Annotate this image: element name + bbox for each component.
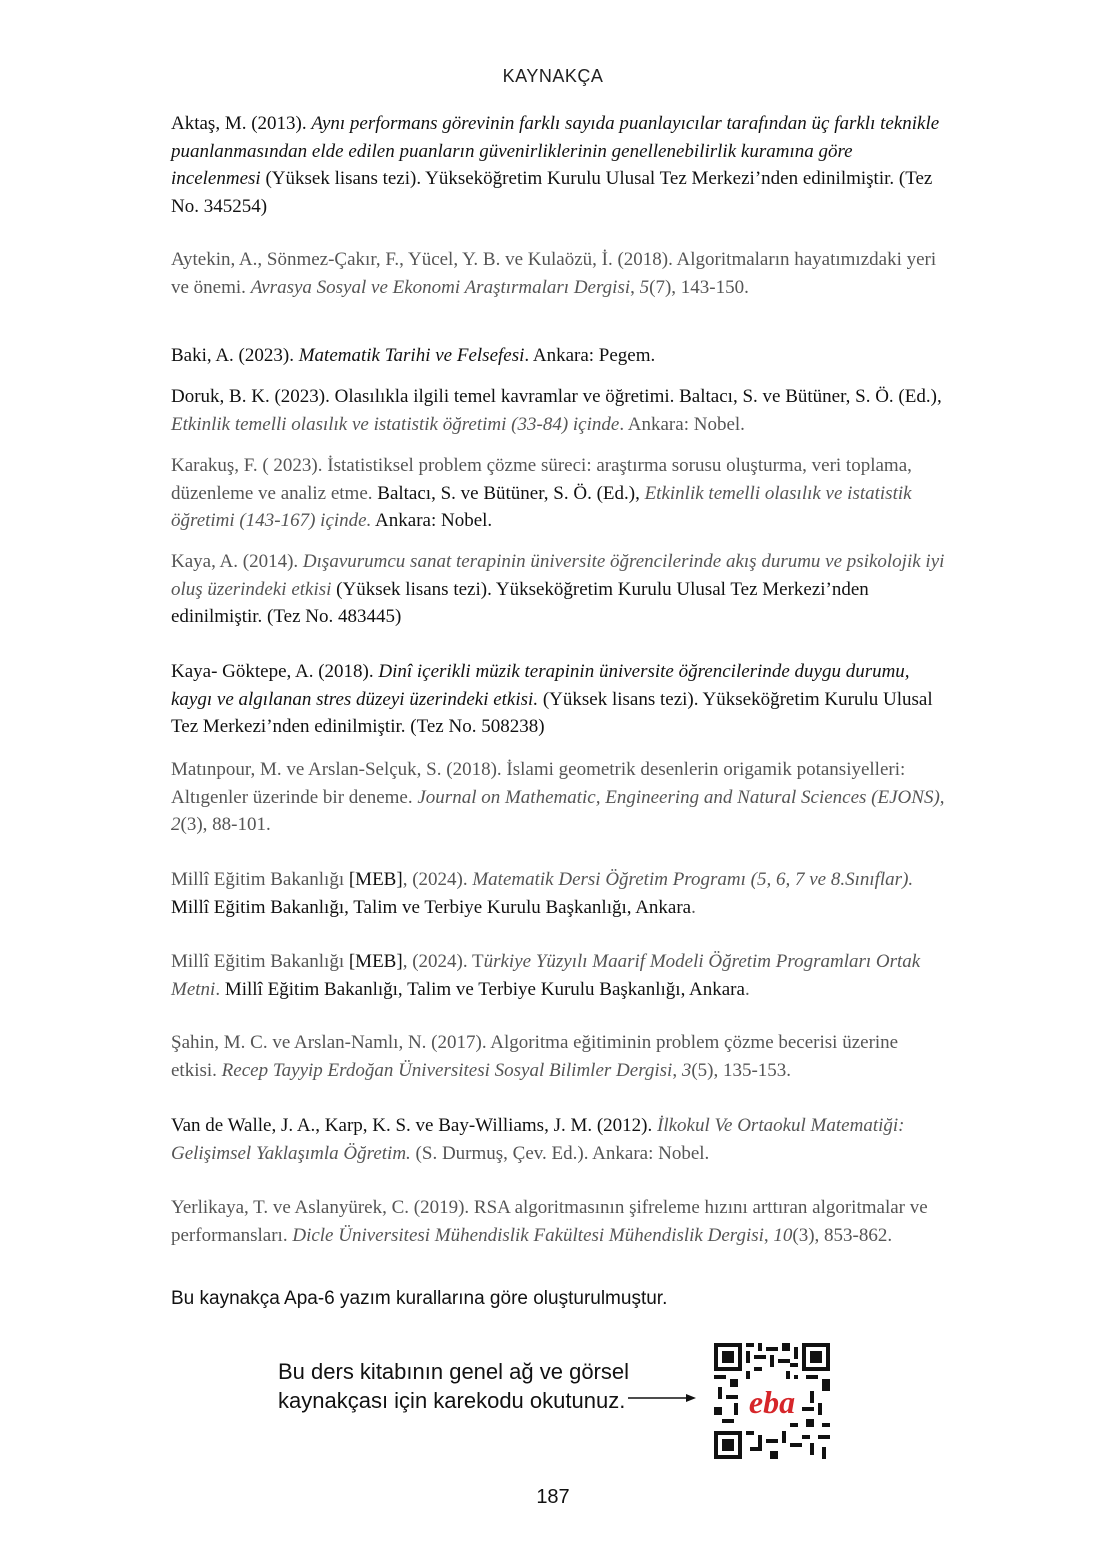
reference-entry: Aytekin, A., Sönmez-Çakır, F., Yücel, Y. B. ve Kulaözü, İ. (2018). Algoritmaların hayatımızdaki yeri ve önemi. Avrasya Sosyal ve Ekonomi Araştırmaları Dergisi, 5(7), 143-150. — [171, 249, 937, 298]
apa-note: Bu kaynakça Apa-6 yazım kurallarına göre oluşturulmuştur. — [171, 1288, 668, 1309]
reference-entry: Yerlikaya, T. ve Aslanyürek, C. (2019). RSA algoritmasının şifreleme hızını arttıran algoritmalar ve performansları. Dicle Üniversitesi Mühendislik Fakültesi Mühendislik Dergisi, 10(3), 853-862. — [171, 1197, 928, 1246]
reference-entry: Doruk, B. K. (2023). Olasılıkla ilgili temel kavramlar ve öğretimi. Baltacı, S. ve Bütüner, S. Ö. (Ed.), Etkinlik temelli olasılık ve istatistik öğretimi (33-84) içinde. Ankara: Nobel. — [171, 386, 942, 435]
page-number: 187 — [536, 1486, 570, 1508]
qr-code[interactable] — [714, 1343, 830, 1459]
reference-entry: Millî Eğitim Bakanlığı [MEB], (2024). Matematik Dersi Öğretim Programı (5, 6, 7 ve 8.Sınıflar). Millî Eğitim Bakanlığı, Talim ve Terbiye Kurulu Başkanlığı, Ankara. — [171, 869, 914, 918]
reference-entry: Baki, A. (2023). Matematik Tarihi ve Felsefesi. Ankara: Pegem. — [171, 345, 656, 366]
arrow-right-icon — [628, 1391, 698, 1405]
reference-entry: Kaya- Göktepe, A. (2018). Dinî içerikli müzik terapinin üniversite öğrencilerinde duygu durumu, kaygı ve algılanan stres düzeyi üzerindeki etkisi. (Yüksek lisans tezi). Yükseköğretim Kurulu Ulusal Tez Merkezi’nden edinilmiştir. (Tez No. 508238) — [171, 661, 933, 737]
reference-entry: Van de Walle, J. A., Karp, K. S. ve Bay-Williams, J. M. (2012). İlkokul Ve Ortaokul Matematiği: Gelişimsel Yaklaşımla Öğretim. (S. Durmuş, Çev. Ed.). Ankara: Nobel. — [171, 1115, 905, 1164]
qr-instruction: Bu ders kitabının genel ağ ve görsel kaynakçası için karekodu okutunuz. — [278, 1359, 630, 1413]
page-title: KAYNAKÇA — [502, 66, 604, 86]
reference-entry: Şahin, M. C. ve Arslan-Namlı, N. (2017). Algoritma eğitiminin problem çözme becerisi üzerine etkisi. Recep Tayyip Erdoğan Üniversitesi Sosyal Bilimler Dergisi, 3(5), 135-153. — [171, 1032, 899, 1081]
eba-logo: eba — [748, 1384, 796, 1420]
reference-entry: Karakuş, F. ( 2023). İstatistiksel problem çözme süreci: araştırma sorusu oluşturma, veri toplama, düzenleme ve analiz etme. Baltacı, S. ve Bütüner, S. Ö. (Ed.), Etkinlik temelli olasılık ve istatistik öğretimi (143-167) içinde. Ankara: Nobel. — [171, 455, 912, 531]
reference-entry: Kaya, A. (2014). Dışavurumcu sanat terapinin üniversite öğrencilerinde akış durumu ve psikolojik iyi oluş üzerindeki etkisi (Yüksek lisans tezi). Yükseköğretim Kurulu Ulusal Tez Merkezi’nden edinilmiştir. (Tez No. 483445) — [171, 551, 945, 627]
reference-entry: Aktaş, M. (2013). Aynı performans görevinin farklı sayıda puanlayıcılar tarafından üç farklı teknikle puanlanmasından elde edilen puanların güvenirliklerinin genellenebilirlik kuramına göre incelenmesi (Yüksek lisans tezi). Yükseköğretim Kurulu Ulusal Tez Merkezi’nden edinilmiştir. (Tez No. 345254) — [171, 113, 940, 217]
reference-entry: Millî Eğitim Bakanlığı [MEB], (2024). Türkiye Yüzyılı Maarif Modeli Öğretim Programları Ortak Metni. Millî Eğitim Bakanlığı, Talim ve Terbiye Kurulu Başkanlığı, Ankara. — [171, 951, 921, 1000]
reference-entry: Matınpour, M. ve Arslan-Selçuk, S. (2018). İslami geometrik desenlerin origamik potansiyelleri: Altıgenler üzerinde bir deneme. Journal on Mathematic, Engineering and Natural Sciences (EJONS), 2(3), 88-101. — [171, 759, 945, 835]
